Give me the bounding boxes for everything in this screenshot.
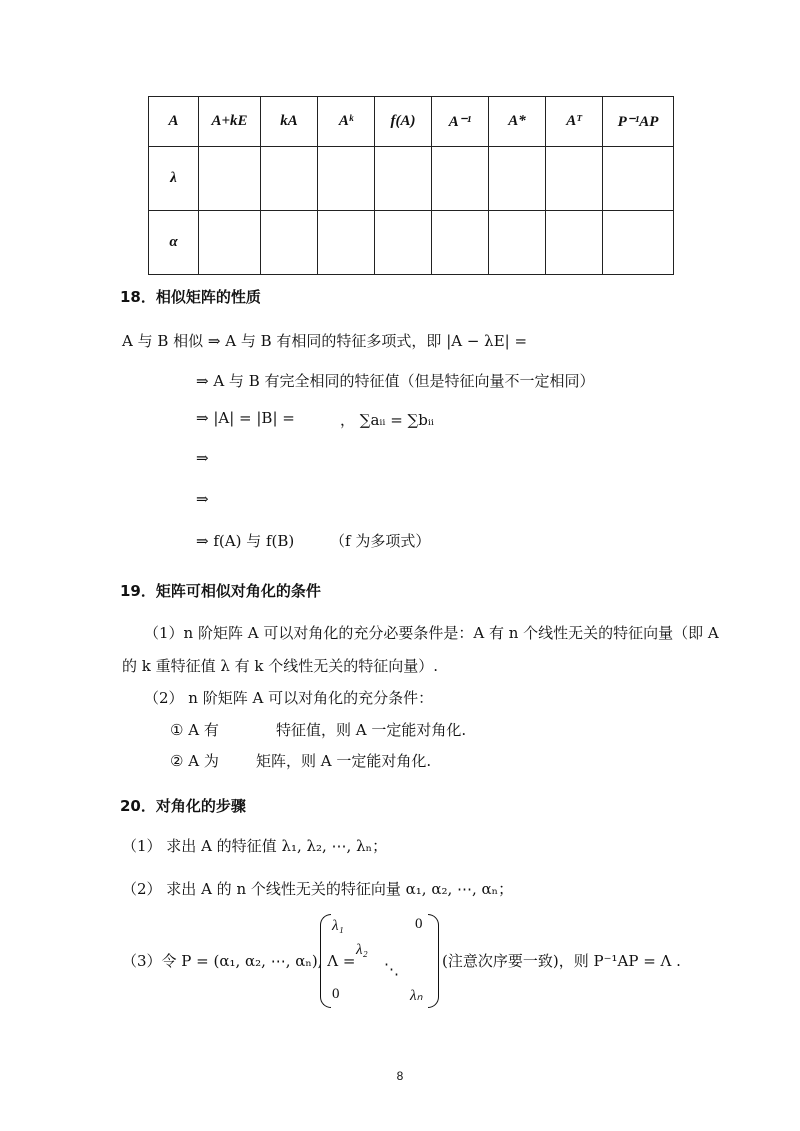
table-cell (318, 147, 375, 211)
table-cell (199, 147, 261, 211)
s18-line-implies-blank-2: ⇒ (196, 490, 209, 508)
table-cell (199, 211, 261, 275)
s18-line-similar: A 与 B 相似 ⇒ A 与 B 有相同的特征多项式，即 |A − λE| = (122, 332, 528, 350)
s18-line-determinant: ⇒ |A| = |B| = (196, 409, 295, 427)
table-cell (318, 211, 375, 275)
matrix-entry-lambda-2: λ₂ (356, 942, 368, 958)
table-row (149, 211, 674, 275)
table-cell (375, 211, 432, 275)
s20-step-3a: （3）令 P = (α₁, α₂, ⋯, αₙ), Λ = (122, 952, 356, 970)
page-number: 8 (396, 1069, 404, 1083)
s19-sufficient-1a: ① A 有 (170, 721, 219, 739)
table-cell (261, 147, 318, 211)
matrix-left-paren (320, 914, 331, 1008)
table-cell (546, 211, 603, 275)
section-18-title: 18．相似矩阵的性质 (120, 288, 261, 306)
table-header-cell: Aᵏ (318, 97, 375, 147)
s18-line-trace: ， ∑aᵢᵢ = ∑bᵢᵢ (340, 411, 434, 429)
matrix-zero-top-right: 0 (415, 916, 423, 932)
s18-line-polynomial-note: （f 为多项式） (330, 532, 431, 550)
s19-condition-2: （2） n 阶矩阵 A 可以对角化的充分条件： (144, 689, 434, 707)
table-cell (375, 147, 432, 211)
s18-line-implies-blank-1: ⇒ (196, 449, 209, 467)
table-cell (432, 147, 489, 211)
table-cell (432, 211, 489, 275)
matrix-zero-bottom-left: 0 (332, 986, 340, 1002)
table-row-label: λ (149, 147, 199, 211)
section-19-title: 19．矩阵可相似对角化的条件 (120, 582, 321, 600)
matrix-diagonal-dots: ⋱ (384, 960, 399, 978)
table-cell (603, 147, 674, 211)
table-header-row (149, 97, 674, 147)
s20-step-3b: (注意次序要一致)，则 P⁻¹AP = Λ . (442, 952, 681, 970)
matrix-right-paren (428, 914, 439, 1008)
table-header-cell: f(A) (375, 97, 432, 147)
s20-step-2: （2） 求出 A 的 n 个线性无关的特征向量 α₁, α₂, ⋯, αₙ； (122, 880, 514, 898)
table-row (149, 147, 674, 211)
table-header-cell: A* (489, 97, 546, 147)
table-cell (603, 211, 674, 275)
s19-sufficient-2b: 矩阵，则 A 一定能对角化. (256, 752, 432, 770)
matrix-entry-lambda-1: λ₁ (332, 918, 344, 934)
table-header-cell: A (149, 97, 199, 147)
eigen-properties-table (148, 96, 674, 275)
table-header-cell: P⁻¹AP (603, 97, 674, 147)
s18-line-eigenvalues: ⇒ A 与 B 有完全相同的特征值（但是特征向量不一定相同） (196, 372, 595, 390)
table-cell (261, 211, 318, 275)
table-row-label: α (149, 211, 199, 275)
matrix-entry-lambda-n: λₙ (410, 988, 423, 1004)
table-header-cell: A+kE (199, 97, 261, 147)
table-header-cell: kA (261, 97, 318, 147)
s19-condition-1-line-1: （1）n 阶矩阵 A 可以对角化的充分必要条件是：A 有 n 个线性无关的特征向量（即 A (144, 624, 719, 642)
s18-line-polynomial: ⇒ f(A) 与 f(B) (196, 532, 295, 550)
table-cell (489, 147, 546, 211)
table-header-cell: Aᵀ (546, 97, 603, 147)
s19-sufficient-1b: 特征值，则 A 一定能对角化. (276, 721, 467, 739)
s20-step-1: （1） 求出 A 的特征值 λ₁, λ₂, ⋯, λₙ； (122, 837, 388, 855)
table-cell (489, 211, 546, 275)
table-header-cell: A⁻¹ (432, 97, 489, 147)
s19-sufficient-2a: ② A 为 (170, 752, 219, 770)
table-cell (546, 147, 603, 211)
s19-condition-1-line-2: 的 k 重特征值 λ 有 k 个线性无关的特征向量）. (122, 657, 439, 675)
section-20-title: 20．对角化的步骤 (120, 797, 246, 815)
